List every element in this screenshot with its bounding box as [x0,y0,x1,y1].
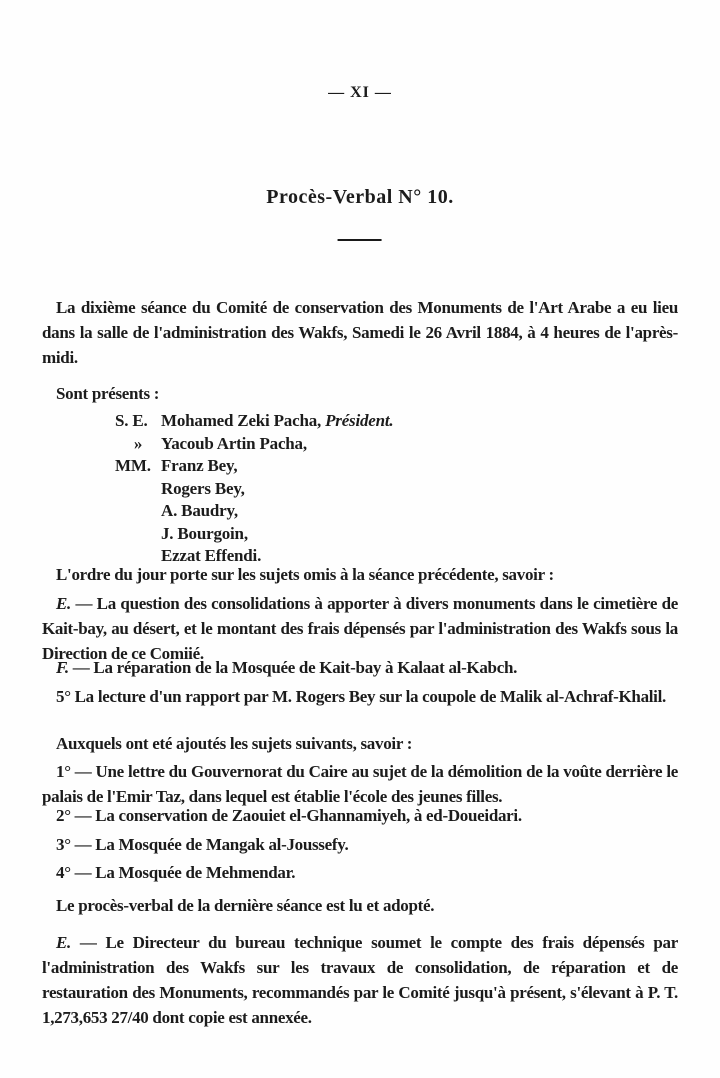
added-item-2: 2° — La conservation de Zaouiet el-Ghannamiyeh, à ed-Doueidari. [56,806,522,825]
added-item-3: 3° — La Mosquée de Mangak al-Joussefy. [56,835,349,854]
title-divider [338,239,382,241]
present-label: Sont présents : [56,384,160,403]
added-item-4: 4° — La Mosquée de Mehmendar. [56,863,296,882]
agenda-intro: L'ordre du jour porte sur les sujets omis à la séance précédente, savoir : [56,565,554,584]
added-item-1: 1° — Une lettre du Gouvernorat du Caire au sujet de la démolition de la voûte derrière le palais de l'Emir Taz, dans lequel est établie l'école des jeunes filles. [42,762,678,806]
attendee-list [115,410,675,568]
attendee-prefix: » [133,433,143,453]
expenses-paragraph [42,930,678,1030]
attendee-row [115,500,675,523]
attendee-name: Mohamed Zeki Pacha, [161,411,326,430]
attendee-name: Rogers Bey, [161,478,245,498]
attendee-prefix: MM. [115,456,151,475]
page-number: — XI — [328,84,392,101]
agenda-item-5: 5° La lecture d'un rapport par M. Rogers Bey sur la coupole de Malik al-Achraf-Khalil. [56,687,666,706]
attendee-prefix: S. E. [115,411,148,430]
attendee-row [115,433,675,456]
item-lead: E. [56,594,71,613]
attendee-row [115,523,675,546]
item-text: — Le Directeur du bureau technique soumet le compte des frais dépensés par l'administration des Wakfs sur les travaux de consolidation, de réparation et de restauration des Monuments, recommandés par le Comité jusqu'à présent, s'élevant à P. T. 1,273,653 27/40 dont copie est annexée. [42,933,678,1027]
item-text: — La réparation de la Mosquée de Kait-bay à Kalaat al-Kabch. [68,658,518,677]
attendee-name: Franz Bey, [161,456,238,475]
item-lead: F. [56,658,69,677]
item-text: — La question des consolidations à apporter à divers monuments dans le cimetière de Kait-bay, au désert, et le montant des frais dépensés par l'administration des Wakfs sous la Direction de ce Comiié. [42,594,678,663]
agenda-item-f [42,655,678,680]
added-subjects-intro: Auxquels ont eté ajoutés les sujets suivants, savoir : [56,734,413,753]
attendee-name: A. Baudry, [161,501,238,520]
item-lead: E. [56,933,71,952]
attendee-row [115,478,675,501]
minutes-adopted: Le procès-verbal de la dernière séance est lu et adopté. [56,896,435,915]
attendee-row [115,410,675,433]
attendee-name: Ezzat Effendi. [161,546,262,565]
attendee-row [115,455,675,478]
document-title: Procès-Verbal N° 10. [266,186,454,208]
attendee-role: Président. [325,411,394,430]
opening-paragraph: La dixième séance du Comité de conservation des Monuments de l'Art Arabe a eu lieu dans la salle de l'administration des Wakfs, Samedi le 26 Avril 1884, à 4 heures de l'après-midi. [42,298,678,367]
attendee-name: Yacoub Artin Pacha, [161,433,307,453]
attendee-name: J. Bourgoin, [161,523,248,543]
